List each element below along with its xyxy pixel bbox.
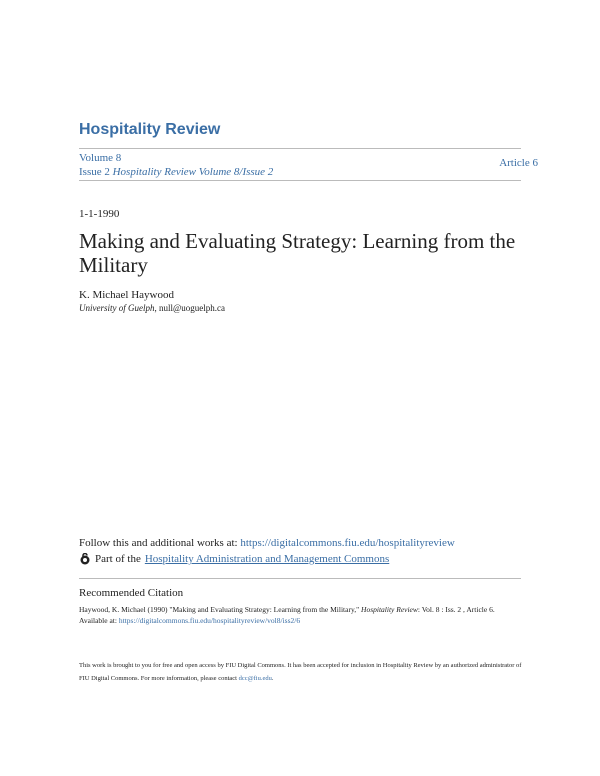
available-label: Available at: xyxy=(79,616,119,625)
journal-title[interactable]: Hospitality Review xyxy=(79,121,221,138)
follow-line xyxy=(79,537,455,549)
author-email: , null@uoguelph.ca xyxy=(154,303,226,313)
citation-body xyxy=(79,604,524,626)
issue-journal: Hospitality Review Volume 8/Issue 2 xyxy=(112,166,274,178)
volume-link[interactable]: Volume 8 xyxy=(79,152,122,164)
article-title: Making and Evaluating Strategy: Learning from the Military xyxy=(79,229,516,277)
open-access-icon xyxy=(79,553,91,565)
recommended-heading: Recommended Citation xyxy=(79,587,184,599)
available-link[interactable]: https://digitalcommons.fiu.edu/hospitalityreview/vol8/iss2/6 xyxy=(118,616,301,625)
author-name: K. Michael Haywood xyxy=(79,289,175,301)
footer-end: . xyxy=(271,675,274,682)
partof-line xyxy=(79,553,389,565)
bottom-divider xyxy=(79,180,521,181)
citation-text-a: Haywood, K. Michael (1990) "Making and Evaluating Strategy: Learning from the Military," xyxy=(79,605,362,614)
citation-divider xyxy=(79,578,521,579)
commons-link[interactable]: Hospitality Administration and Management Commons xyxy=(144,553,390,565)
issue-prefix: Issue 2 xyxy=(79,166,110,178)
top-divider xyxy=(79,148,521,149)
follow-text: Follow this and additional works at: xyxy=(79,537,241,549)
footer-notice xyxy=(79,659,524,685)
article-number[interactable]: Article 6 xyxy=(499,157,538,169)
volume-info xyxy=(79,151,273,179)
contact-email-link[interactable]: dcc@fiu.edu xyxy=(238,675,272,682)
publication-date: 1-1-1990 xyxy=(79,208,120,220)
footer-text: This work is brought to you for free and open access by FIU Digital Commons. It has been accepted for inclusion in Hospitality Review by an authorized administrator of FIU Digital Commons. For more information, please contact xyxy=(79,662,522,682)
partof-text: Part of the xyxy=(95,553,141,565)
follow-link[interactable]: https://digitalcommons.fiu.edu/hospitalityreview xyxy=(240,537,455,549)
affiliation-name: University of Guelph xyxy=(79,303,155,313)
citation-journal: Hospitality Review xyxy=(361,605,418,614)
issue-link[interactable] xyxy=(79,165,273,179)
citation-text-b: : Vol. 8 : Iss. 2 , Article 6. xyxy=(417,605,495,614)
author-affiliation xyxy=(79,303,225,313)
